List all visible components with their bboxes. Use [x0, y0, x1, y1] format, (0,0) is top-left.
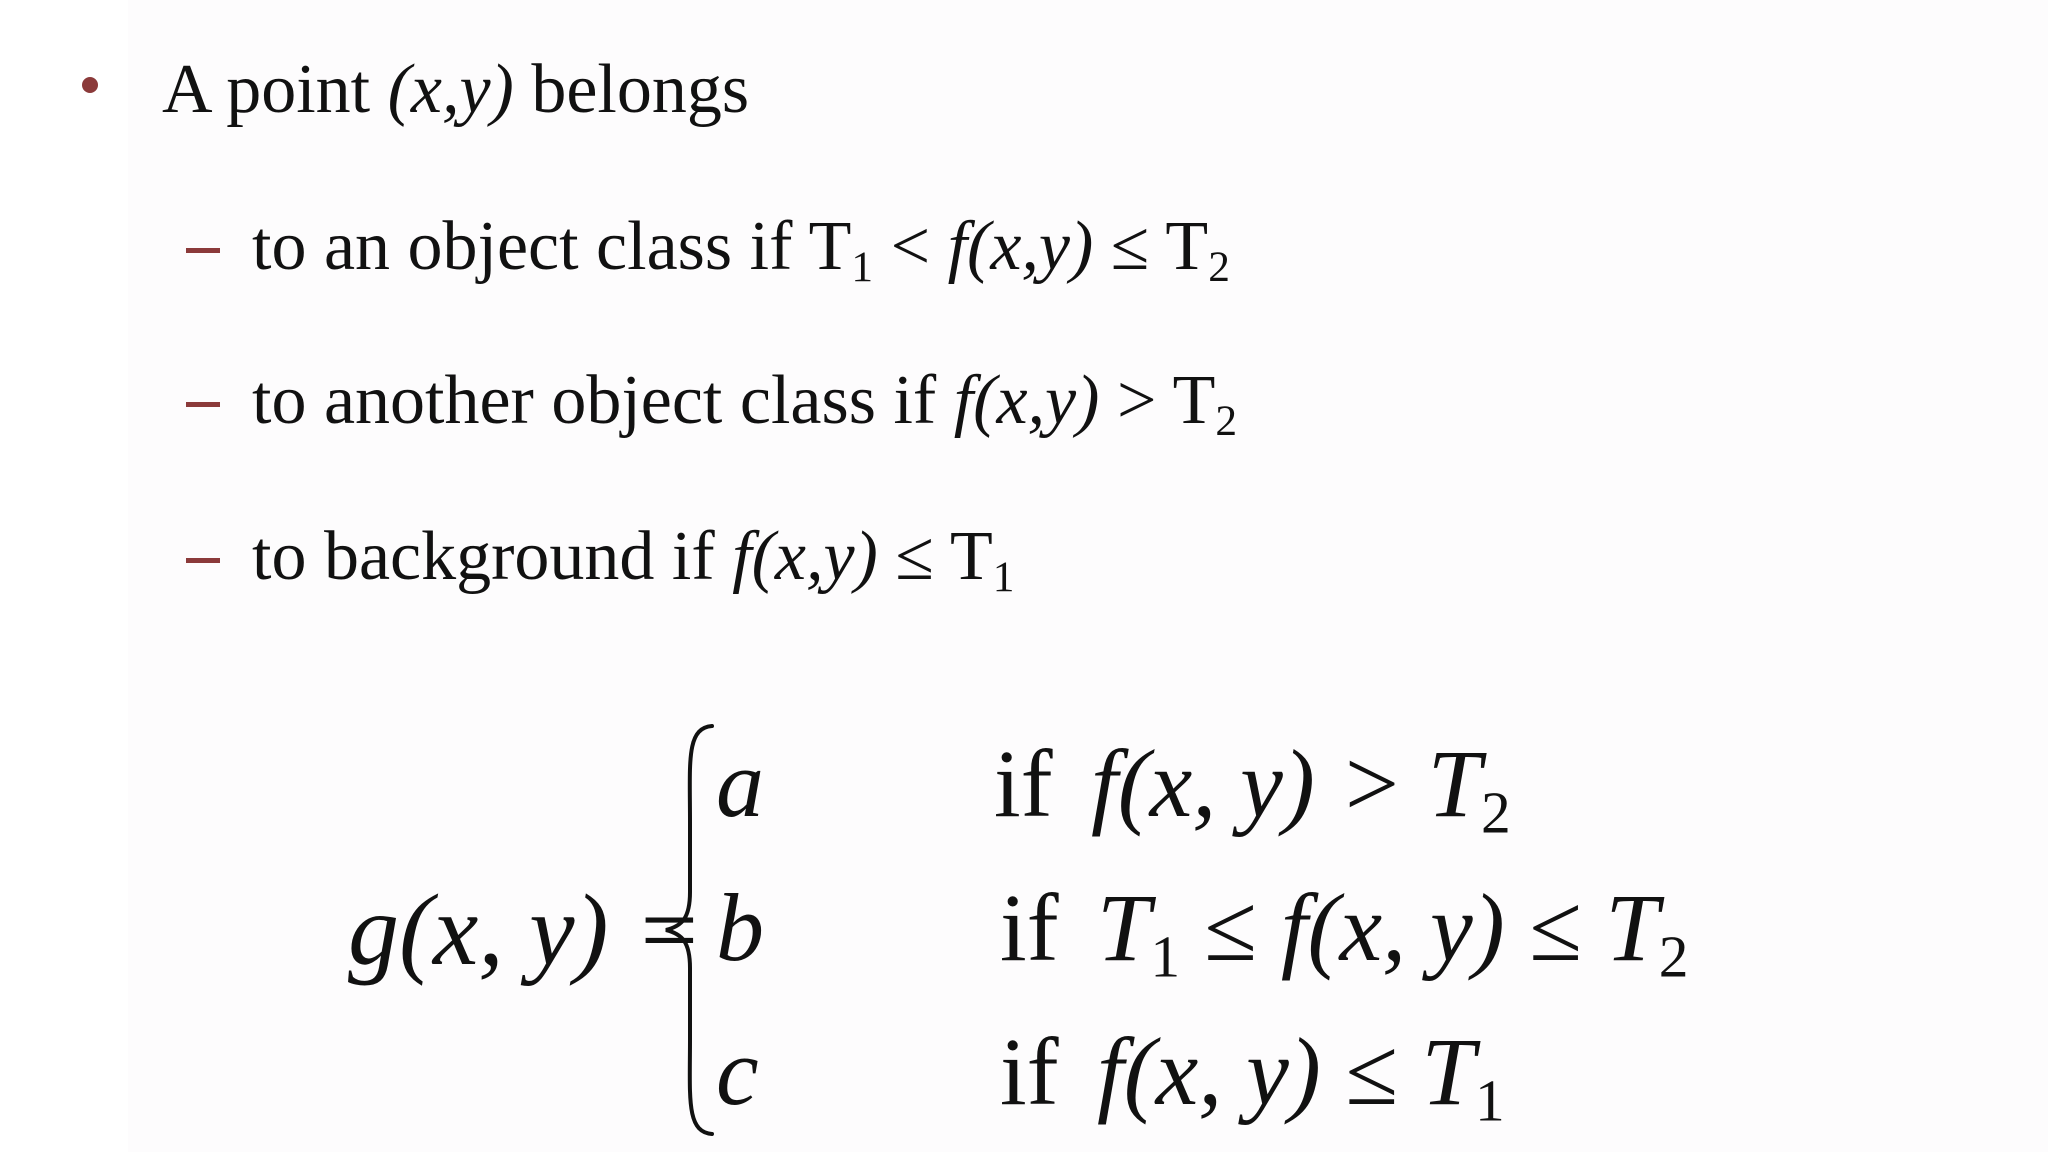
threshold-T: T: [1097, 874, 1151, 981]
subscript: 1: [1474, 1067, 1505, 1134]
function-args: (x, y) ≤: [1123, 1018, 1422, 1125]
if-keyword: if: [1000, 1018, 1059, 1125]
function-f: f(x,y): [947, 208, 1094, 285]
less-than: <: [873, 208, 948, 285]
subscript: 1: [992, 553, 1015, 602]
case-value-b: b: [716, 874, 764, 981]
subscript: 1: [851, 243, 874, 292]
subscript: 2: [1658, 923, 1689, 990]
case-value-c: c: [716, 1018, 759, 1125]
leq-sign: ≤: [1180, 874, 1281, 981]
equation-lhs: [348, 874, 703, 987]
subscript: 2: [1215, 397, 1238, 446]
function-f: f: [1091, 730, 1118, 837]
gt-threshold: > T: [1099, 362, 1216, 439]
subscript: 2: [1481, 779, 1511, 846]
function-g: g: [348, 874, 399, 987]
leq-threshold: ≤ T: [877, 518, 993, 595]
case-value-a: a: [716, 730, 764, 837]
function-args: (x, y) ≤: [1307, 874, 1606, 981]
subscript: 1: [1150, 923, 1181, 990]
bullet-text-xy: (x,y): [387, 51, 514, 128]
threshold-T: T: [1605, 874, 1659, 981]
if-keyword: if: [994, 730, 1053, 837]
function-f: f: [1280, 874, 1308, 981]
case-condition-c: [1000, 1018, 1505, 1134]
sub-item-pre: to background if: [252, 518, 733, 595]
threshold-T: T: [1421, 1018, 1475, 1125]
case-condition-b: [1000, 874, 1689, 990]
sub-item-pre: to an object class if T: [252, 208, 852, 285]
subscript: 2: [1208, 243, 1230, 292]
function-f: f: [1097, 1018, 1124, 1125]
leq-threshold: ≤ T: [1093, 208, 1209, 285]
left-brace-icon: [660, 722, 720, 1138]
if-keyword: if: [1000, 874, 1059, 981]
threshold-T: T: [1427, 730, 1482, 837]
case-condition-a: [994, 730, 1511, 846]
equation-lhs-args: (x, y) =: [399, 874, 703, 987]
function-args: (x, y) >: [1117, 730, 1428, 837]
function-f: f(x,y): [953, 362, 1100, 439]
sub-item-pre: to another object class if: [252, 362, 954, 439]
bullet-text-pre: A point: [162, 51, 388, 128]
function-f: f(x,y): [732, 518, 878, 595]
bullet-text-post: belongs: [513, 51, 750, 128]
